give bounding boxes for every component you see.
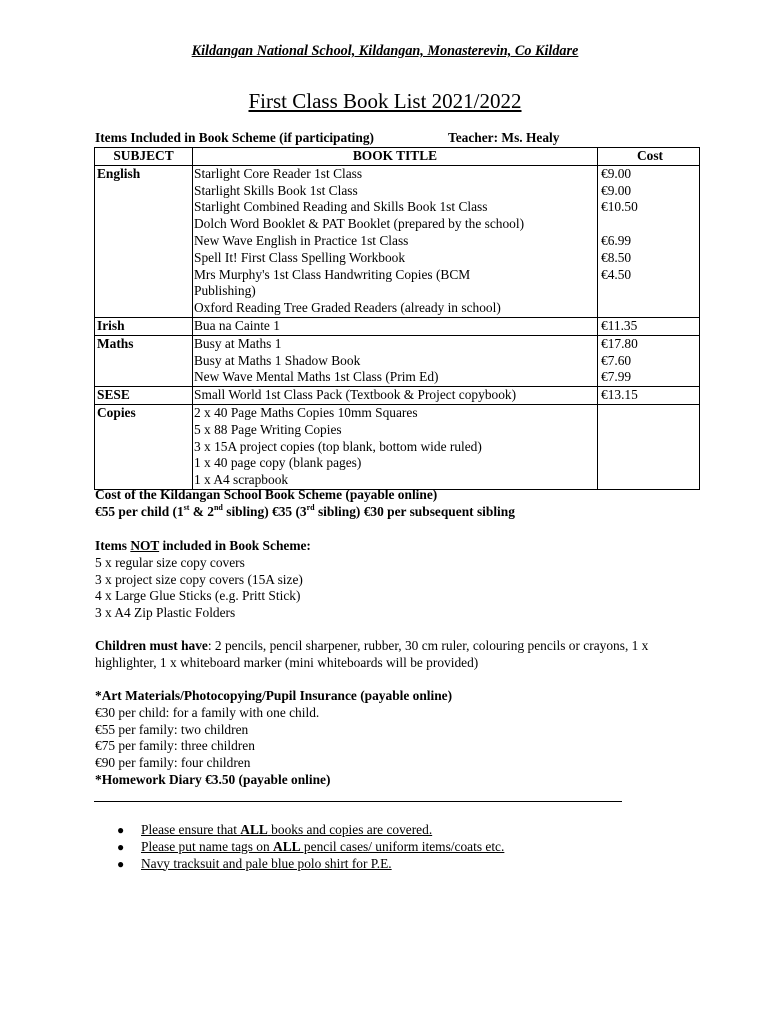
book-title: Mrs Murphy's 1st Class Handwriting Copies (BCM (194, 266, 471, 282)
book-cost: €10.50 (601, 199, 638, 215)
table-row (95, 317, 700, 335)
book-title: Small World 1st Class Pack (Textbook & Project copybook) (194, 387, 517, 403)
must-have-label: Children must have (95, 638, 208, 653)
book-cost (601, 300, 699, 317)
book-scheme-heading (95, 130, 560, 147)
book-title: Publishing) (194, 283, 256, 299)
cost-cell (598, 335, 700, 386)
book-title-cell (193, 335, 598, 386)
art-materials-list (95, 705, 452, 772)
cost-cell (598, 387, 700, 405)
book-title-cell (193, 165, 598, 317)
table-row (95, 335, 700, 386)
book-title: Bua na Cainte 1 (194, 317, 280, 333)
list-item: 5 x regular size copy covers (95, 554, 245, 570)
book-title-cell (193, 317, 598, 335)
cost-cell (598, 317, 700, 335)
subject-cell: Irish (95, 317, 193, 335)
table-header-row (95, 148, 700, 166)
art-materials-section (95, 688, 452, 789)
art-fee-line: €55 per family: two children (95, 721, 249, 737)
note-item: ● Please ensure that ALL books and copies are covered. (117, 822, 433, 837)
book-title: Spell It! First Class Spelling Workbook (194, 249, 406, 265)
list-item: 3 x A4 Zip Plastic Folders (95, 605, 236, 621)
book-cost (601, 422, 699, 439)
book-list-body (95, 165, 700, 489)
book-title: 1 x A4 scrapbook (194, 472, 289, 488)
book-cost: €7.99 (601, 369, 632, 385)
table-row (95, 404, 700, 489)
book-list-table (94, 147, 700, 490)
book-title: New Wave Mental Maths 1st Class (Prim Ed) (194, 369, 439, 385)
art-fee-line: €30 per child: for a family with one child. (95, 704, 320, 720)
included-label: Items Included in Book Scheme (if participating) (95, 130, 374, 145)
book-cost: €8.50 (601, 249, 632, 265)
book-title: Oxford Reading Tree Graded Readers (already in school) (194, 300, 501, 316)
not-included-list (95, 555, 311, 622)
book-cost: €17.80 (601, 335, 638, 351)
book-cost (601, 283, 699, 300)
art-fee-line: €90 per family: four children (95, 755, 251, 771)
book-title: Starlight Skills Book 1st Class (194, 182, 358, 198)
book-title: 5 x 88 Page Writing Copies (194, 421, 342, 437)
book-cost: €6.99 (601, 232, 632, 248)
subject-cell: SESE (95, 387, 193, 405)
homework-diary: *Homework Diary €3.50 (payable online) (95, 771, 331, 787)
must-have-text: : 2 pencils, pencil sharpener, rubber, 30 cm ruler, colouring pencils or crayons, 1 x highlighter, 1 x whiteboard marker (mini whiteboards will be provided) (95, 638, 649, 670)
table-row (95, 387, 700, 405)
book-cost: €13.15 (601, 387, 638, 403)
bullet-icon: ● (117, 839, 125, 854)
book-title-header: BOOK TITLE (193, 148, 598, 166)
subject-cell: Copies (95, 404, 193, 489)
book-cost (601, 455, 699, 472)
book-cost (601, 405, 699, 422)
bullet-icon: ● (117, 823, 125, 837)
notes-list (95, 822, 504, 872)
divider (94, 801, 622, 802)
list-item: 3 x project size copy covers (15A size) (95, 571, 303, 587)
book-title: Dolch Word Booklet & PAT Booklet (prepared by the school) (194, 216, 525, 232)
table-row (95, 165, 700, 317)
book-title-cell (193, 387, 598, 405)
book-title-cell (193, 404, 598, 489)
book-title: 2 x 40 Page Maths Copies 10mm Squares (194, 404, 418, 420)
bullet-icon: ● (117, 856, 125, 871)
book-cost: €4.50 (601, 266, 632, 282)
list-item: 4 x Large Glue Sticks (e.g. Pritt Stick) (95, 588, 301, 604)
subject-cell: Maths (95, 335, 193, 386)
subject-header: SUBJECT (95, 148, 193, 166)
cost-cell (598, 404, 700, 489)
school-address: Kildangan National School, Kildangan, Monasterevin, Co Kildare (191, 43, 579, 59)
book-cost: €9.00 (601, 165, 632, 181)
book-title: Starlight Core Reader 1st Class (194, 165, 363, 181)
subject-cell: English (95, 165, 193, 317)
page-title: First Class Book List 2021/2022 (248, 89, 522, 113)
note-item: ● Please put name tags on ALL pencil cases/ uniform items/coats etc. (117, 838, 505, 854)
book-title: 1 x 40 page copy (blank pages) (194, 455, 362, 471)
book-scheme-cost (95, 487, 515, 521)
book-title: Starlight Combined Reading and Skills Book 1st Class (194, 199, 488, 215)
not-included-heading: Items NOT included in Book Scheme: (95, 538, 311, 553)
book-cost: €7.60 (601, 352, 632, 368)
book-cost (601, 472, 699, 489)
cost-cell (598, 165, 700, 317)
book-title: New Wave English in Practice 1st Class (194, 232, 409, 248)
book-cost: €9.00 (601, 182, 632, 198)
book-title: Busy at Maths 1 (194, 335, 282, 351)
art-fee-line: €75 per family: three children (95, 738, 255, 754)
not-included-section (95, 538, 311, 622)
book-cost (601, 439, 699, 456)
book-scheme-cost-title: Cost of the Kildangan School Book Scheme (payable online) (95, 487, 438, 502)
book-cost (601, 216, 699, 233)
book-title: 3 x 15A project copies (top blank, bottom wide ruled) (194, 438, 482, 454)
art-materials-heading: *Art Materials/Photocopying/Pupil Insurance (payable online) (95, 688, 453, 703)
note-item: ● Navy tracksuit and pale blue polo shirt for P.E. (117, 855, 392, 871)
book-title: Busy at Maths 1 Shadow Book (194, 352, 361, 368)
cost-header: Cost (598, 148, 700, 166)
teacher-name: Teacher: Ms. Healy (448, 130, 560, 145)
must-have-section (95, 638, 695, 672)
book-scheme-pricing: €55 per child (1st & 2nd sibling) €35 (3rd sibling) €30 per subsequent sibling (95, 502, 515, 519)
book-cost: €11.35 (601, 317, 638, 333)
